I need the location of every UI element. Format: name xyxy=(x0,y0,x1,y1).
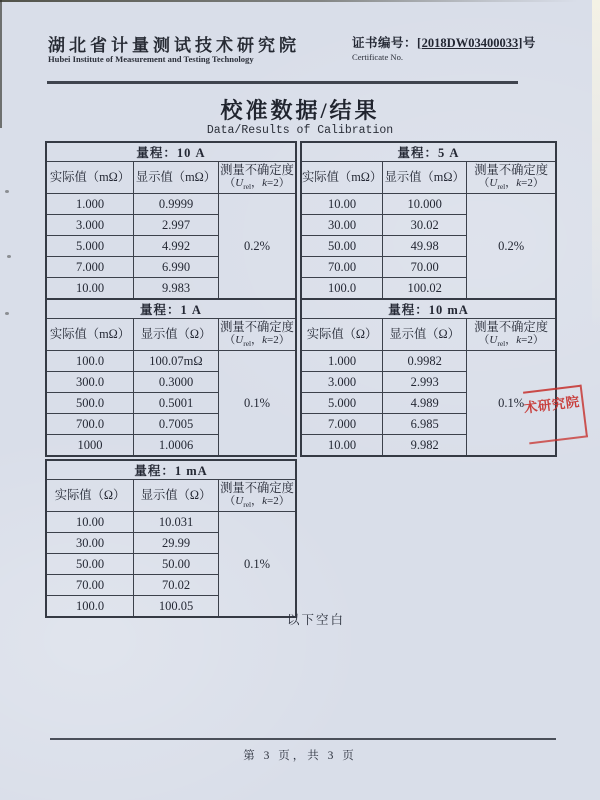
actual-cell: 10.00 xyxy=(46,278,134,300)
actual-cell: 300.0 xyxy=(46,372,134,393)
col-header-uncertainty xyxy=(219,319,297,351)
range-row xyxy=(46,299,296,319)
scan-edge-right xyxy=(592,0,600,335)
calibration-table-1ma xyxy=(45,459,297,618)
display-cell: 10.000 xyxy=(383,194,467,215)
u-subscript: rel xyxy=(497,182,506,192)
display-cell: 100.07mΩ xyxy=(134,351,219,372)
paren: （ xyxy=(478,334,490,347)
col-header-uncertainty xyxy=(467,162,556,194)
display-cell: 70.02 xyxy=(134,575,219,596)
paren: （ xyxy=(224,495,236,508)
uncertainty-value: 0.1% xyxy=(219,351,297,457)
table-row xyxy=(46,351,296,372)
actual-cell: 1.000 xyxy=(301,351,383,372)
col-header-uncertainty xyxy=(219,162,297,194)
uncertainty-header-line1: 测量不确定度 xyxy=(474,163,549,178)
actual-cell: 5.000 xyxy=(46,236,134,257)
header-divider-rule xyxy=(47,81,518,84)
header-row xyxy=(46,319,296,351)
uncertainty-header-line2 xyxy=(219,495,295,510)
certificate-number-label: 证书编号：[ xyxy=(352,36,422,50)
k-value: =2） xyxy=(267,495,290,508)
k-value: =2） xyxy=(267,177,290,190)
table-row xyxy=(46,512,296,533)
actual-cell: 10.00 xyxy=(301,435,383,457)
certificate-number-line xyxy=(352,33,536,51)
u-subscript: rel xyxy=(243,500,252,510)
range-label: 量程：1 mA xyxy=(46,460,296,480)
actual-cell: 70.00 xyxy=(46,575,134,596)
page-title-cn: 校准数据/结果 xyxy=(220,98,380,123)
u-symbol: U xyxy=(489,177,498,190)
institute-name-cn: 湖北省计量测试技术研究院 xyxy=(48,36,300,55)
k-value: =2） xyxy=(521,177,544,190)
uncertainty-value: 0.1% xyxy=(219,512,297,618)
u-subscript: rel xyxy=(243,182,252,192)
uncertainty-value: 0.1% xyxy=(467,351,556,457)
col-header-display: 显示值（mΩ） xyxy=(383,162,467,194)
certificate-number-suffix: ]号 xyxy=(518,36,536,50)
uncertainty-header-line1: 测量不确定度 xyxy=(474,320,549,335)
k-symbol: k xyxy=(516,177,522,190)
k-value: =2） xyxy=(521,334,544,347)
col-header-actual: 实际值（mΩ） xyxy=(46,319,134,351)
display-cell: 9.983 xyxy=(134,278,219,300)
actual-cell: 7.000 xyxy=(46,257,134,278)
display-cell: 4.989 xyxy=(383,393,467,414)
actual-cell: 1000 xyxy=(46,435,134,457)
actual-cell: 700.0 xyxy=(46,414,134,435)
actual-cell: 7.000 xyxy=(301,414,383,435)
col-header-actual: 实际值（Ω） xyxy=(46,480,134,512)
official-seal-stamp xyxy=(523,385,588,445)
display-cell: 2.993 xyxy=(383,372,467,393)
comma: ， xyxy=(505,177,517,190)
col-header-display: 显示值（Ω） xyxy=(134,319,219,351)
range-label: 量程：10 mA xyxy=(301,299,556,319)
stamp-text: 术研究院 xyxy=(523,394,581,416)
table-row xyxy=(301,351,556,372)
table-row xyxy=(301,194,556,215)
display-cell: 6.985 xyxy=(383,414,467,435)
uncertainty-header-line1: 测量不确定度 xyxy=(220,481,294,496)
col-header-actual: 实际值（mΩ） xyxy=(46,162,134,194)
uncertainty-header-line1: 测量不确定度 xyxy=(220,163,294,178)
actual-cell: 10.00 xyxy=(301,194,383,215)
actual-cell: 100.0 xyxy=(301,278,383,300)
actual-cell: 50.00 xyxy=(301,236,383,257)
comma: ， xyxy=(505,334,517,347)
actual-cell: 500.0 xyxy=(46,393,134,414)
comma: ， xyxy=(251,177,263,190)
actual-cell: 3.000 xyxy=(46,215,134,236)
actual-cell: 5.000 xyxy=(301,393,383,414)
k-symbol: k xyxy=(262,334,268,347)
scan-speck xyxy=(5,312,9,315)
display-cell: 0.5001 xyxy=(134,393,219,414)
uncertainty-header-line2 xyxy=(219,334,295,349)
k-value: =2） xyxy=(267,334,290,347)
actual-cell: 100.0 xyxy=(46,596,134,618)
header-row xyxy=(46,480,296,512)
actual-cell: 100.0 xyxy=(46,351,134,372)
uncertainty-header-line2 xyxy=(467,334,555,349)
calibration-table-10ma xyxy=(300,298,557,457)
footer-divider-rule xyxy=(50,738,556,740)
uncertainty-header-line1: 测量不确定度 xyxy=(220,320,294,335)
range-row xyxy=(301,299,556,319)
display-cell: 100.02 xyxy=(383,278,467,300)
scan-speck xyxy=(7,255,11,258)
u-subscript: rel xyxy=(243,339,252,349)
col-header-actual: 实际值（mΩ） xyxy=(301,162,383,194)
range-row xyxy=(46,142,296,162)
display-cell: 0.9999 xyxy=(134,194,219,215)
calibration-table-5a xyxy=(300,141,557,300)
display-cell: 0.7005 xyxy=(134,414,219,435)
col-header-uncertainty xyxy=(467,319,556,351)
uncertainty-value: 0.2% xyxy=(467,194,556,300)
display-cell: 0.9982 xyxy=(383,351,467,372)
display-cell: 9.982 xyxy=(383,435,467,457)
display-cell: 70.00 xyxy=(383,257,467,278)
display-cell: 100.05 xyxy=(134,596,219,618)
col-header-actual: 实际值（Ω） xyxy=(301,319,383,351)
k-symbol: k xyxy=(516,334,522,347)
calibration-table-10a xyxy=(45,141,297,300)
display-cell: 30.02 xyxy=(383,215,467,236)
range-label: 量程：1 A xyxy=(46,299,296,319)
blank-below-note: 以下空白 xyxy=(287,613,346,627)
scan-edge-top xyxy=(0,0,578,2)
comma: ， xyxy=(251,334,263,347)
display-cell: 10.031 xyxy=(134,512,219,533)
actual-cell: 70.00 xyxy=(301,257,383,278)
display-cell: 29.99 xyxy=(134,533,219,554)
actual-cell: 30.00 xyxy=(301,215,383,236)
certificate-number-value: 2018DW03400033 xyxy=(421,36,519,50)
range-row xyxy=(301,142,556,162)
actual-cell: 30.00 xyxy=(46,533,134,554)
paren: （ xyxy=(224,177,236,190)
display-cell: 4.992 xyxy=(134,236,219,257)
certificate-number-label-en: Certificate No. xyxy=(352,52,404,62)
u-symbol: U xyxy=(489,334,498,347)
display-cell: 1.0006 xyxy=(134,435,219,457)
display-cell: 50.00 xyxy=(134,554,219,575)
page-number: 第 3 页，共 3 页 xyxy=(243,750,357,762)
u-subscript: rel xyxy=(497,339,506,349)
u-symbol: U xyxy=(235,495,244,508)
uncertainty-value: 0.2% xyxy=(219,194,297,300)
calibration-table-1a xyxy=(45,298,297,457)
display-cell: 2.997 xyxy=(134,215,219,236)
comma: ， xyxy=(251,495,263,508)
paren: （ xyxy=(224,334,236,347)
display-cell: 49.98 xyxy=(383,236,467,257)
header-row xyxy=(46,162,296,194)
k-symbol: k xyxy=(262,495,268,508)
col-header-display: 显示值（Ω） xyxy=(134,480,219,512)
u-symbol: U xyxy=(235,334,244,347)
range-row xyxy=(46,460,296,480)
uncertainty-header-line2 xyxy=(467,177,555,192)
scan-speck xyxy=(5,190,9,193)
col-header-uncertainty xyxy=(219,480,297,512)
display-cell: 0.3000 xyxy=(134,372,219,393)
page-title-en: Data/Results of Calibration xyxy=(206,124,394,137)
uncertainty-header-line2 xyxy=(219,177,295,192)
actual-cell: 3.000 xyxy=(301,372,383,393)
range-label: 量程：5 A xyxy=(301,142,556,162)
k-symbol: k xyxy=(262,177,268,190)
actual-cell: 1.000 xyxy=(46,194,134,215)
range-label: 量程：10 A xyxy=(46,142,296,162)
actual-cell: 10.00 xyxy=(46,512,134,533)
col-header-display: 显示值（mΩ） xyxy=(134,162,219,194)
table-row xyxy=(46,194,296,215)
display-cell: 6.990 xyxy=(134,257,219,278)
actual-cell: 50.00 xyxy=(46,554,134,575)
header-row xyxy=(301,162,556,194)
institute-name-en: Hubei Institute of Measurement and Testing Technology xyxy=(48,54,254,64)
col-header-display: 显示值（Ω） xyxy=(383,319,467,351)
paren: （ xyxy=(478,177,490,190)
u-symbol: U xyxy=(235,177,244,190)
header-row xyxy=(301,319,556,351)
